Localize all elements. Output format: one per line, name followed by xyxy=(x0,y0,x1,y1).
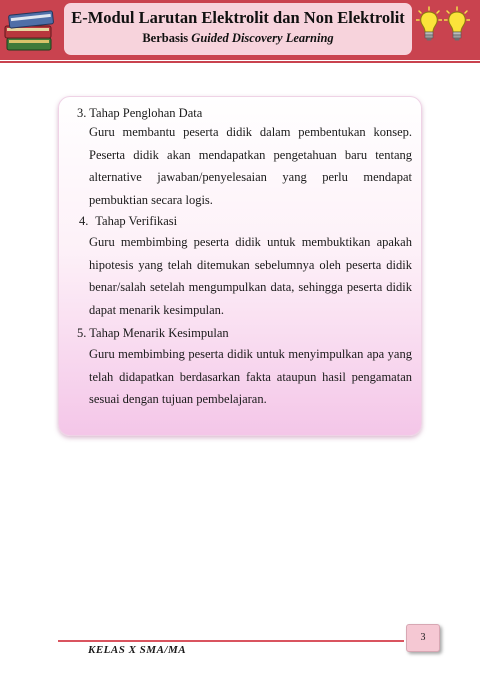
class-label: KELAS X SMA/MA xyxy=(88,644,187,656)
title-box xyxy=(64,3,412,55)
step-heading xyxy=(79,213,177,229)
step-number: 3. xyxy=(77,106,87,120)
page-number: 3 xyxy=(406,624,440,652)
step-paragraph: Guru membimbing peserta didik untuk menyimpulkan apa yang telah didapatkan berdasarkan fakta ataupun hasil pengamatan sesuai dengan tujuan pembelajaran. xyxy=(89,347,412,407)
step-title: Tahap Verifikasi xyxy=(95,214,178,228)
step-title: Tahap Penglohan Data xyxy=(89,106,203,120)
footer-divider xyxy=(58,640,404,642)
header-divider xyxy=(0,61,480,63)
subtitle-prefix: Berbasis xyxy=(142,31,192,45)
step-heading xyxy=(77,325,229,341)
step-title: Tahap Menarik Kesimpulan xyxy=(89,326,229,340)
subtitle-emphasis: Guided Discovery Learning xyxy=(191,31,334,45)
lightbulb-icon xyxy=(416,6,442,46)
step-number: 5. xyxy=(77,326,87,340)
module-title: E-Modul Larutan Elektrolit dan Non Elektrolit xyxy=(71,8,405,27)
module-subtitle xyxy=(64,30,412,46)
step-paragraph: Guru membantu peserta didik dalam pembentukan konsep. Peserta didik akan mendapatkan pengetahuan baru tentang alternative jawaban/penyelesaian yang perlu mendapat pembuktian secara logis. xyxy=(89,125,412,208)
content-box xyxy=(58,96,422,436)
step-paragraph: Guru membimbing peserta didik untuk membuktikan apakah hipotesis yang telah ditemukan sebelumnya oleh peserta didik benar/salah setelah mengumpulkan data, sehingga peserta didik dapat menarik kesimpulan. xyxy=(89,235,412,318)
step-heading xyxy=(77,105,202,121)
books-icon xyxy=(3,4,59,56)
step-number: 4. xyxy=(79,214,89,228)
lightbulb-icon xyxy=(444,6,470,46)
